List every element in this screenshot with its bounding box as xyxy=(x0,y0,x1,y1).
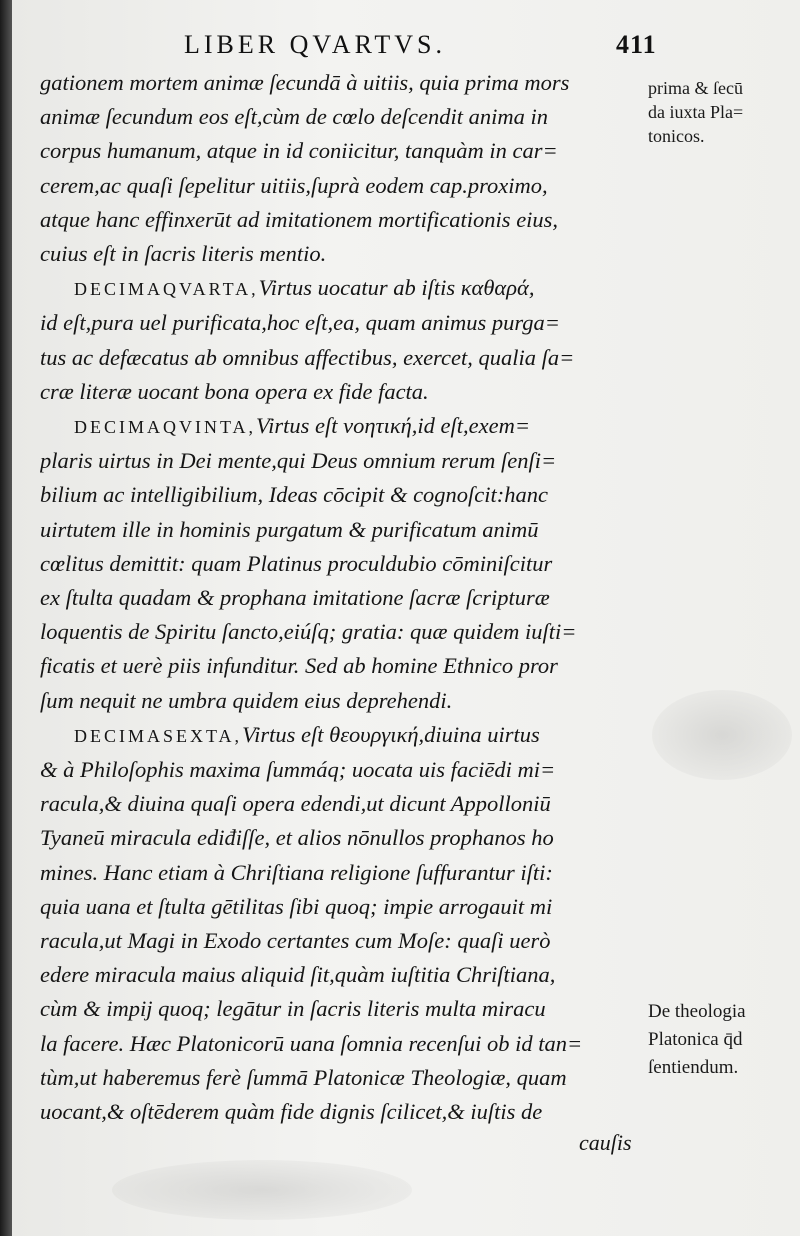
page-stain xyxy=(112,1160,412,1220)
text-line: cræ literæ uocant bona opera ex fide facta. xyxy=(40,378,429,404)
text-line: cœlitus demittit: quam Platinus proculdubio cōminiſcitur xyxy=(40,550,553,576)
page-stain xyxy=(652,690,792,780)
text-line: animæ ſecundum eos eſt,cùm de cœlo deſcendit anima in xyxy=(40,104,549,130)
text-line: tùm,ut haberemus ferè ſummā Platonicæ Theologiæ, quam xyxy=(40,1064,567,1090)
paragraph xyxy=(40,409,654,718)
margin-note-line: da iuxta Pla= xyxy=(648,102,744,122)
paragraph xyxy=(40,271,654,409)
text-line: loquentis de Spiritu ſancto,eiúſq; gratia: quæ quidem iuſti= xyxy=(40,619,577,645)
text-line: id eſt,pura uel purificata,hoc eſt,ea, quam animus purga= xyxy=(40,310,560,336)
margin-note-line: Platonica q̄d xyxy=(648,1029,743,1050)
margin-note xyxy=(648,998,798,1082)
text-line: racula,& diuina quaſi opera edendi,ut dicunt Appolloniū xyxy=(40,791,551,817)
page-number: 411 xyxy=(616,30,657,59)
running-header xyxy=(184,30,657,70)
text-line: corpus humanum, atque in id coniicitur, tanquàm in car= xyxy=(40,138,558,164)
text-line: uocant,& oſtēderem quàm fide dignis ſcilicet,& iuſtis de xyxy=(40,1099,543,1125)
text-line: uirtutem ille in hominis purgatum & purificatum animū xyxy=(40,516,539,542)
text-line: cuius eſt in ſacris literis mentio. xyxy=(40,241,327,267)
text-line: quia uana et ſtulta gētilitas ſibi quoq; impie arrogauit mi xyxy=(40,893,553,919)
section-lead: DECIMASEXTA, xyxy=(74,725,243,746)
text-line-rest: Virtus eſt νοητική,id eſt,exem= xyxy=(256,413,531,439)
text-line: cerem,ac quaſi ſepelitur uitiis,ſuprà eodem cap.proximo, xyxy=(40,172,548,198)
text-line: la facere. Hæc Platonicorū uana ſomnia recenſui ob id tan= xyxy=(40,1030,583,1056)
margin-note xyxy=(648,76,798,148)
margin-note-line: De theologia xyxy=(648,1001,746,1022)
section-lead: DECIMAQVARTA, xyxy=(74,279,259,300)
main-text-column xyxy=(40,66,654,1129)
text-line: plaris uirtus in Dei mente,qui Deus omnium rerum ſenſi= xyxy=(40,448,557,474)
text-line-rest: Virtus eſt θεουργική,diuina uirtus xyxy=(242,721,540,747)
text-line: gationem mortem animæ ſecundā à uitiis, quia prima mors xyxy=(40,70,570,95)
paragraph xyxy=(40,718,654,1129)
margin-note-line: ſentiendum. xyxy=(648,1057,739,1078)
text-line: ex ſtulta quadam & prophana imitatione ſacræ ſcripturæ xyxy=(40,585,550,611)
text-line: Tyaneū miracula ediđiſſe, et alios nōnullos prophanos ho xyxy=(40,825,554,851)
text-line: atque hanc effinxerūt ad imitationem mortificationis eius, xyxy=(40,206,559,232)
text-line: tus ac defæcatus ab omnibus affectibus, exercet, qualia ſa= xyxy=(40,344,575,370)
text-line: ſum nequit ne umbra quidem eius deprehendi. xyxy=(40,687,453,713)
text-line: bilium ac intelligibilium, Ideas cōcipit & cognoſcit:hanc xyxy=(40,482,549,508)
text-line: cùm & impij quoq; legātur in ſacris literis multa miracu xyxy=(40,996,546,1022)
paragraph xyxy=(40,66,654,271)
text-line xyxy=(40,718,654,753)
text-line: & à Philoſophis maxima ſummáq; uocata uis faciēdi mi= xyxy=(40,757,556,783)
book-page xyxy=(12,0,800,1236)
running-title: LIBER QVARTVS. xyxy=(184,30,446,59)
text-line: racula,ut Magi in Exodo certantes cum Moſe: quaſi uerò xyxy=(40,928,551,954)
text-line: mines. Hanc etiam à Chriſtiana religione ſuffurantur iſti: xyxy=(40,859,553,885)
text-line xyxy=(40,271,654,306)
margin-note-line: prima & ſecū xyxy=(648,78,743,98)
section-lead: DECIMAQVINTA, xyxy=(74,417,257,438)
margin-note-line: tonicos. xyxy=(648,126,705,146)
catchword: cauſis xyxy=(579,1130,632,1155)
text-line: edere miracula maius aliquid ſit,quàm iuſtitia Chriſtiana, xyxy=(40,962,556,988)
text-line xyxy=(40,409,654,444)
page-edge-shadow xyxy=(0,0,12,1236)
text-line: ficatis et uerè piis infunditur. Sed ab homine Ethnico pror xyxy=(40,653,558,679)
text-line-rest: Virtus uocatur ab iſtis καθαρά, xyxy=(258,275,535,301)
